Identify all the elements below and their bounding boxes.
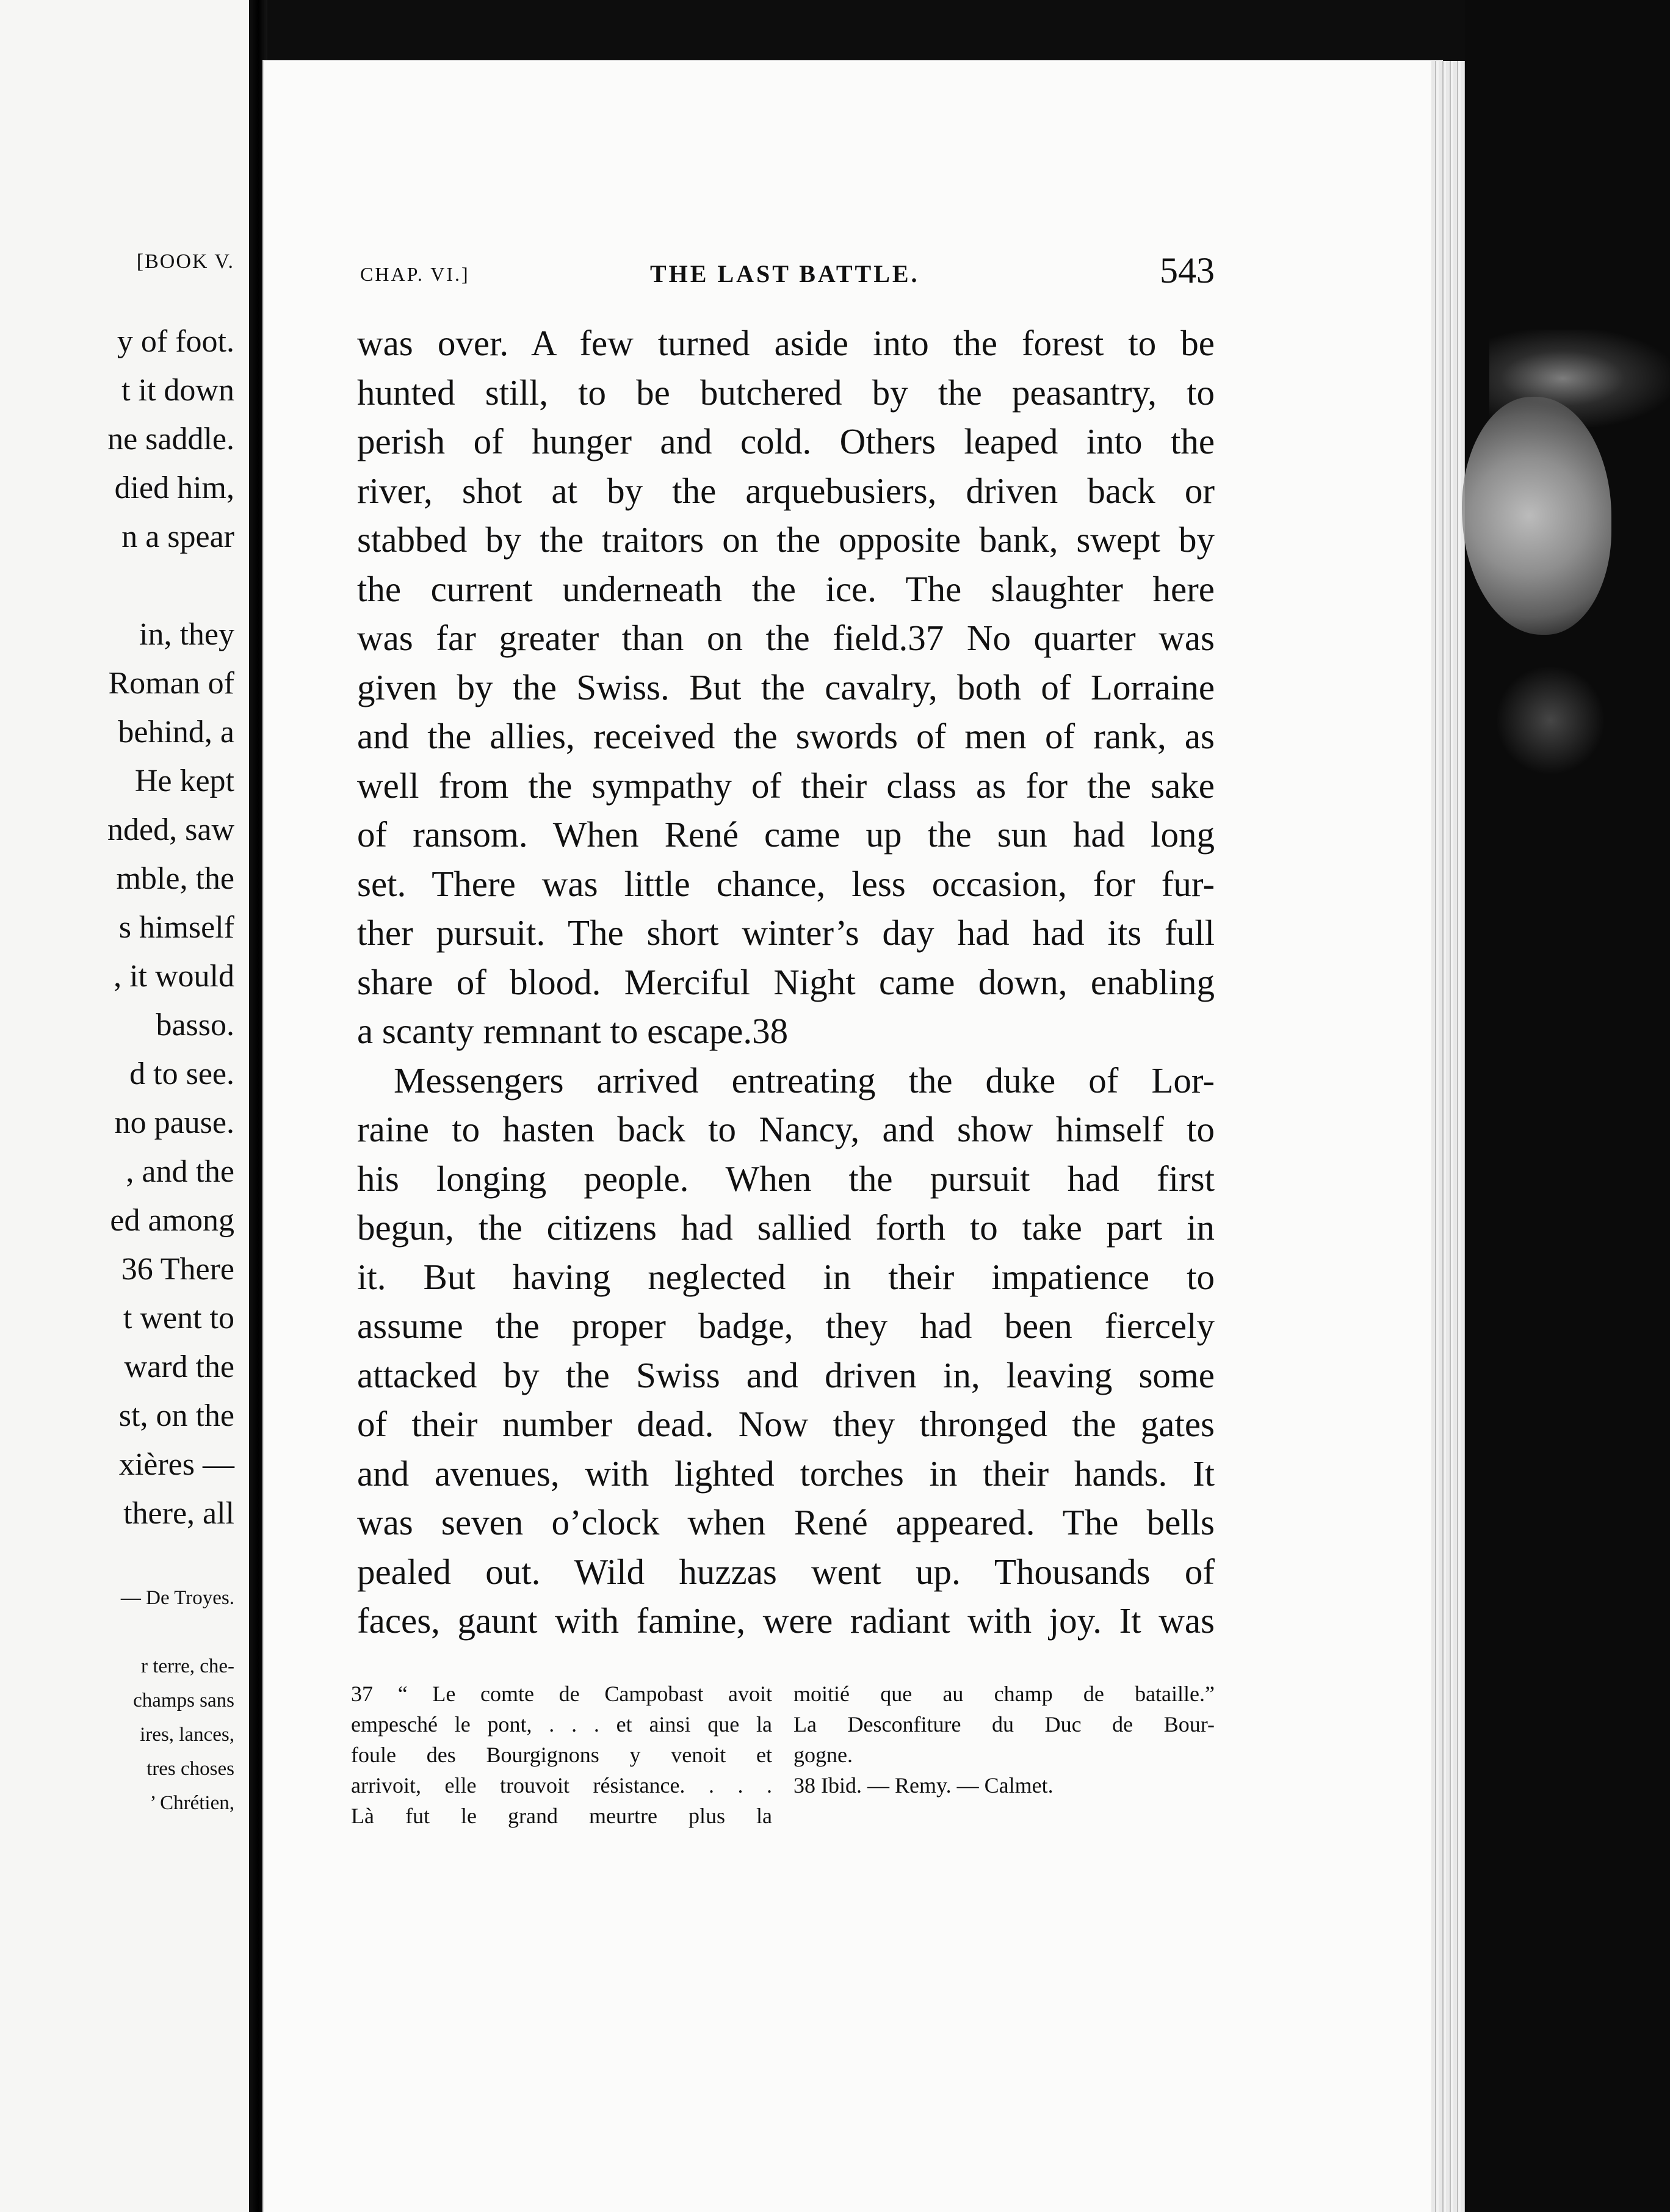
left-page-line: xières — bbox=[118, 1447, 234, 1482]
text-line: was far greater than on the field.37 No quarter was bbox=[357, 618, 1215, 658]
text-line: Messengers arrived entreating the duke of Lor- bbox=[394, 1060, 1215, 1101]
text-line: attacked by the Swiss and driven in, leaving some bbox=[357, 1354, 1215, 1395]
footnote-line: arrivoit, elle trouvoit résistance. . . . bbox=[351, 1773, 772, 1798]
left-page-line: d to see. bbox=[129, 1057, 234, 1091]
text-line: and avenues, with lighted torches in their hands. It bbox=[357, 1453, 1215, 1494]
left-page-line: in, they bbox=[139, 617, 234, 652]
left-page-line: He kept bbox=[134, 764, 234, 798]
left-page-line: ward the bbox=[124, 1350, 234, 1384]
footnote-line: 38 Ibid. — Remy. — Calmet. bbox=[793, 1773, 1054, 1798]
main-text bbox=[357, 319, 1215, 1646]
text-line: begun, the citizens had sallied forth to take part in bbox=[357, 1207, 1215, 1248]
left-page-line: n a spear bbox=[121, 519, 234, 554]
text-line: of their number dead. Now they thronged the gates bbox=[357, 1404, 1215, 1444]
left-page-note-line: ’ Chrétien, bbox=[150, 1792, 234, 1814]
left-page-line: , and the bbox=[126, 1154, 234, 1189]
left-page-line: t it down bbox=[121, 373, 234, 408]
text-line: faces, gaunt with famine, were radiant with joy. It was bbox=[357, 1600, 1215, 1641]
left-page-note-line: champs sans bbox=[133, 1690, 234, 1711]
text-line: ther pursuit. The short winter’s day had had its full bbox=[357, 913, 1215, 953]
left-page-line: no pause. bbox=[114, 1105, 234, 1140]
left-facing-page bbox=[0, 0, 249, 2212]
left-page-line: st, on the bbox=[118, 1398, 234, 1433]
left-page-line: , it would bbox=[114, 959, 234, 994]
footnote-line: foule des Bourgignons y venoit et bbox=[351, 1743, 772, 1767]
page-title: THE LAST BATTLE. bbox=[650, 260, 920, 287]
text-line: set. There was little chance, less occasion, for fur- bbox=[357, 863, 1215, 904]
left-page-note-line: r terre, che- bbox=[141, 1655, 234, 1677]
text-line: share of blood. Merciful Night came down, enabling bbox=[357, 961, 1215, 1002]
text-line: well from the sympathy of their class as for the sake bbox=[357, 765, 1215, 806]
page-edges bbox=[1431, 61, 1465, 2212]
left-page-line: Roman of bbox=[108, 666, 234, 701]
left-page-line: y of foot. bbox=[117, 324, 234, 359]
chapter-label: CHAP. VI.] bbox=[360, 263, 470, 285]
left-page-line: t went to bbox=[123, 1301, 234, 1336]
left-page-line: ed among bbox=[110, 1203, 234, 1238]
text-line: a scanty remnant to escape.38 bbox=[357, 1011, 789, 1051]
text-line: was over. A few turned aside into the forest to be bbox=[357, 323, 1215, 363]
left-page-note-line: ires, lances, bbox=[140, 1724, 234, 1746]
stain bbox=[1495, 665, 1605, 775]
left-page-note-line: — De Troyes. bbox=[120, 1587, 234, 1609]
left-page-note-line: tres choses bbox=[146, 1758, 234, 1780]
text-line: his longing people. When the pursuit had first bbox=[357, 1158, 1215, 1199]
running-header bbox=[360, 250, 1215, 296]
left-page-line: mble, the bbox=[116, 861, 234, 896]
footnote-line: La Desconfiture du Duc de Bour- bbox=[793, 1712, 1215, 1737]
text-line: river, shot at by the arquebusiers, driven back or bbox=[357, 470, 1215, 511]
text-line: of ransom. When René came up the sun had long bbox=[357, 814, 1215, 855]
text-line: assume the proper badge, they had been fiercely bbox=[357, 1306, 1215, 1346]
text-line: was seven o’clock when René appeared. The bells bbox=[357, 1502, 1215, 1542]
footnote-column-1 bbox=[351, 1679, 772, 1831]
left-page-line: nded, saw bbox=[107, 812, 234, 847]
footnote-line: moitié que au champ de bataille.” bbox=[793, 1682, 1215, 1706]
text-line: and the allies, received the swords of men of rank, as bbox=[357, 716, 1215, 756]
left-page-line: s himself bbox=[118, 910, 234, 945]
left-page-line: behind, a bbox=[118, 715, 234, 750]
text-line: pealed out. Wild huzzas went up. Thousands of bbox=[357, 1551, 1215, 1592]
text-line: it. But having neglected in their impatience to bbox=[357, 1256, 1215, 1297]
left-page-line: died him, bbox=[114, 471, 234, 505]
page-number: 543 bbox=[1160, 250, 1215, 291]
left-page-header: [BOOK V. bbox=[136, 250, 234, 273]
left-page-line: ne saddle. bbox=[107, 422, 234, 457]
text-line: the current underneath the ice. The slaughter here bbox=[357, 568, 1215, 609]
footnote-column-2 bbox=[793, 1679, 1215, 1801]
footnote-line: 37 “ Le comte de Campobast avoit bbox=[351, 1682, 772, 1706]
text-line: perish of hunger and cold. Others leaped into the bbox=[357, 421, 1215, 461]
left-page-line: there, all bbox=[123, 1496, 234, 1531]
text-line: stabbed by the traitors on the opposite bank, swept by bbox=[357, 519, 1215, 560]
left-page-line: 36 There bbox=[121, 1252, 234, 1287]
text-line: hunted still, to be butchered by the peasantry, to bbox=[357, 372, 1215, 413]
left-page-line: basso. bbox=[156, 1008, 234, 1043]
footnote-line: empesché le pont, . . . et ainsi que la bbox=[351, 1712, 772, 1737]
footnote-line: gogne. bbox=[793, 1743, 853, 1767]
text-line: given by the Swiss. But the cavalry, both of Lorraine bbox=[357, 667, 1215, 707]
footnote-line: Là fut le grand meurtre plus la bbox=[351, 1804, 772, 1828]
text-line: raine to hasten back to Nancy, and show himself to bbox=[357, 1109, 1215, 1149]
